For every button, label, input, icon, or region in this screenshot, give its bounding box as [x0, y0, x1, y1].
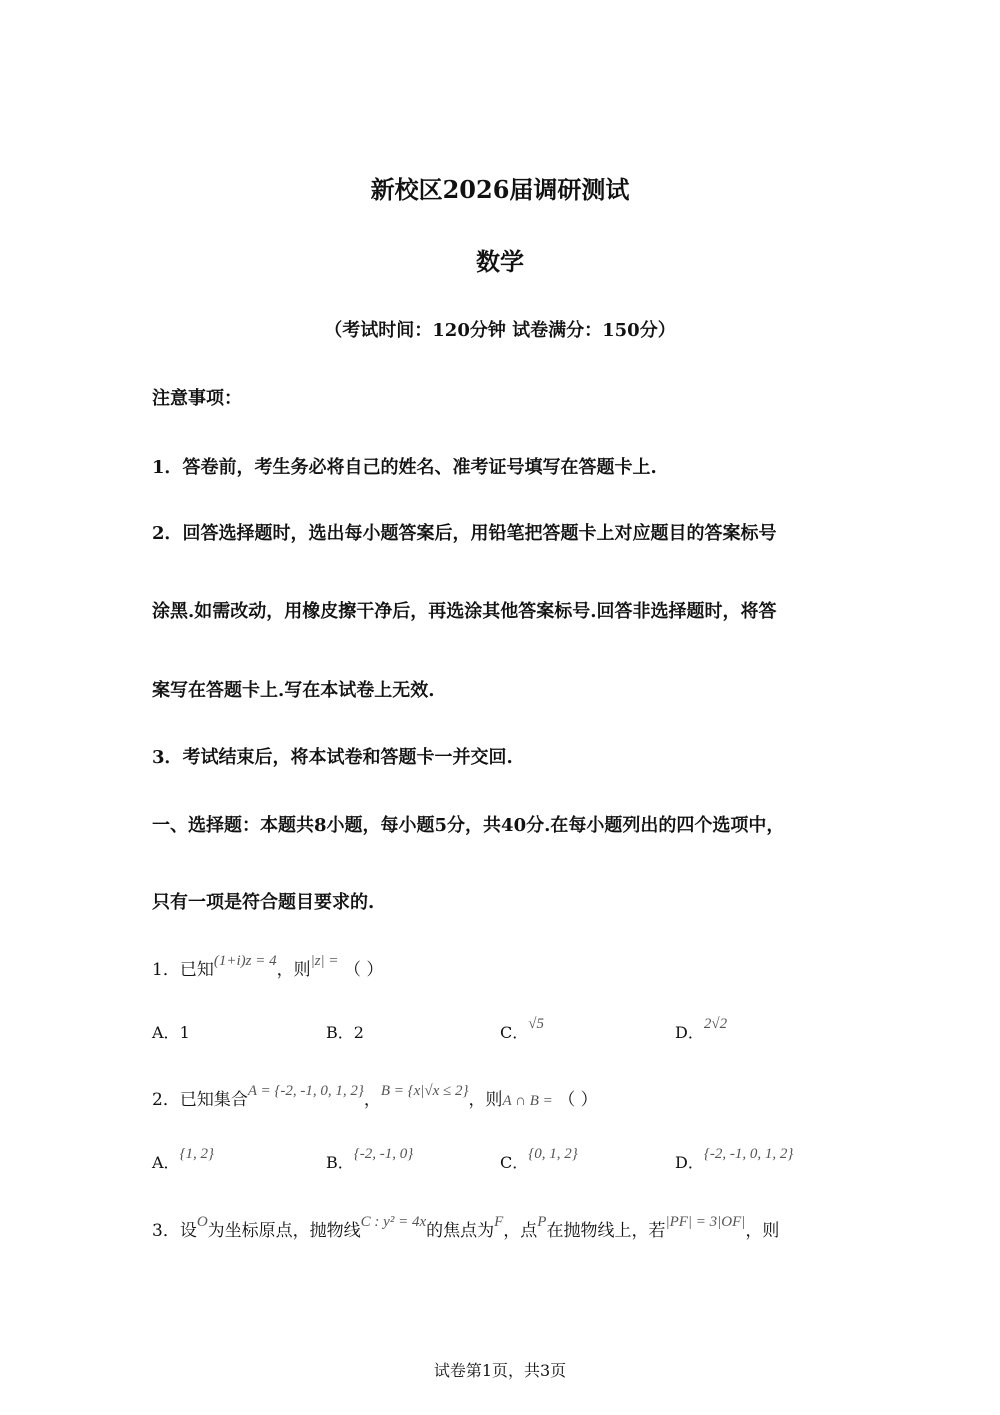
option-value: 2√2	[703, 1016, 728, 1032]
option-value: {1, 2}	[179, 1146, 215, 1162]
option-label: B．	[326, 1023, 354, 1042]
question-1-bracket: （ ）	[343, 960, 384, 980]
note-item-3: 3．考试结束后，将本试卷和答题卡一并交回.	[152, 747, 513, 768]
question-3-prefix: 3．设	[152, 1221, 197, 1241]
note-item-1: 1．答卷前，考生务必将自己的姓名、准考证号填写在答题卡上.	[152, 457, 657, 478]
point-symbol: P	[537, 1214, 547, 1230]
option-value: {-2, -1, 0}	[353, 1146, 414, 1162]
option-value: {-2, -1, 0, 1, 2}	[703, 1146, 794, 1162]
q1-option-c	[500, 1016, 544, 1043]
question-2-comma: ，	[363, 1090, 381, 1110]
option-label: D．	[675, 1153, 704, 1172]
q2-option-a	[152, 1146, 215, 1173]
question-1	[152, 955, 383, 980]
question-3-text: ，则	[745, 1221, 780, 1241]
q2-option-d	[675, 1146, 794, 1173]
set-a-definition: A = {-2, -1, 0, 1, 2}	[247, 1083, 364, 1099]
q1-option-d	[675, 1016, 728, 1043]
note-item-2-line-3: 案写在答题卡上.写在本试卷上无效.	[152, 680, 435, 701]
q1-option-b	[326, 1020, 364, 1043]
subject-title: 数学	[476, 247, 524, 276]
option-label: A．	[152, 1153, 180, 1172]
option-value: 1	[179, 1023, 190, 1042]
option-label: C．	[500, 1153, 529, 1172]
option-label: B．	[326, 1153, 354, 1172]
set-b-definition: B = {x|√x ≤ 2}	[380, 1083, 469, 1099]
question-2-mid: ，则	[468, 1090, 503, 1110]
page-footer: 试卷第1页，共3页	[433, 1361, 567, 1380]
note-item-2-line-1: 2．回答选择题时，选出每小题答案后，用铅笔把答题卡上对应题目的答案标号	[152, 523, 777, 544]
note-item-2-line-2: 涂黑.如需改动，用橡皮擦干净后，再选涂其他答案标号.回答非选择题时，将答	[152, 601, 777, 622]
question-1-modulus: |z| =	[310, 953, 339, 969]
question-2	[152, 1085, 598, 1110]
distance-condition: |PF| = 3|OF|	[665, 1214, 746, 1230]
intersection-expression: A ∩ B =	[502, 1093, 553, 1109]
option-value: {0, 1, 2}	[528, 1146, 578, 1162]
exam-info: （考试时间：120分钟 试卷满分：150分）	[324, 320, 676, 341]
question-3-text: ，点	[503, 1221, 538, 1241]
question-3	[152, 1216, 779, 1241]
exam-title: 新校区2026届调研测试	[370, 175, 630, 204]
question-3-text: 为坐标原点，抛物线	[207, 1221, 361, 1241]
section-heading-line-2: 只有一项是符合题目要求的.	[152, 892, 375, 913]
option-label: A．	[152, 1023, 180, 1042]
option-label: D．	[675, 1023, 704, 1042]
section-heading-line-1: 一、选择题：本题共8小题，每小题5分，共40分.在每小题列出的四个选项中，	[152, 815, 785, 836]
parabola-equation: C : y² = 4x	[360, 1214, 427, 1230]
question-2-bracket: （ ）	[558, 1090, 598, 1110]
question-2-prefix: 2．已知集合	[152, 1090, 248, 1110]
q1-option-a	[152, 1020, 190, 1043]
focus-symbol: F	[494, 1214, 504, 1230]
q2-option-c	[500, 1146, 578, 1173]
notes-heading: 注意事项：	[152, 388, 242, 409]
option-value: 2	[353, 1023, 364, 1042]
question-1-prefix: 1．已知	[152, 960, 214, 980]
question-3-text: 在抛物线上，若	[546, 1221, 666, 1241]
option-label: C．	[500, 1023, 529, 1042]
origin-symbol: O	[196, 1214, 208, 1230]
option-value: √5	[528, 1016, 544, 1032]
question-3-text: 的焦点为	[426, 1221, 495, 1241]
question-1-mid: ，则	[276, 960, 311, 980]
q2-option-b	[326, 1146, 414, 1173]
question-1-equation: (1+i)z = 4	[213, 953, 277, 969]
